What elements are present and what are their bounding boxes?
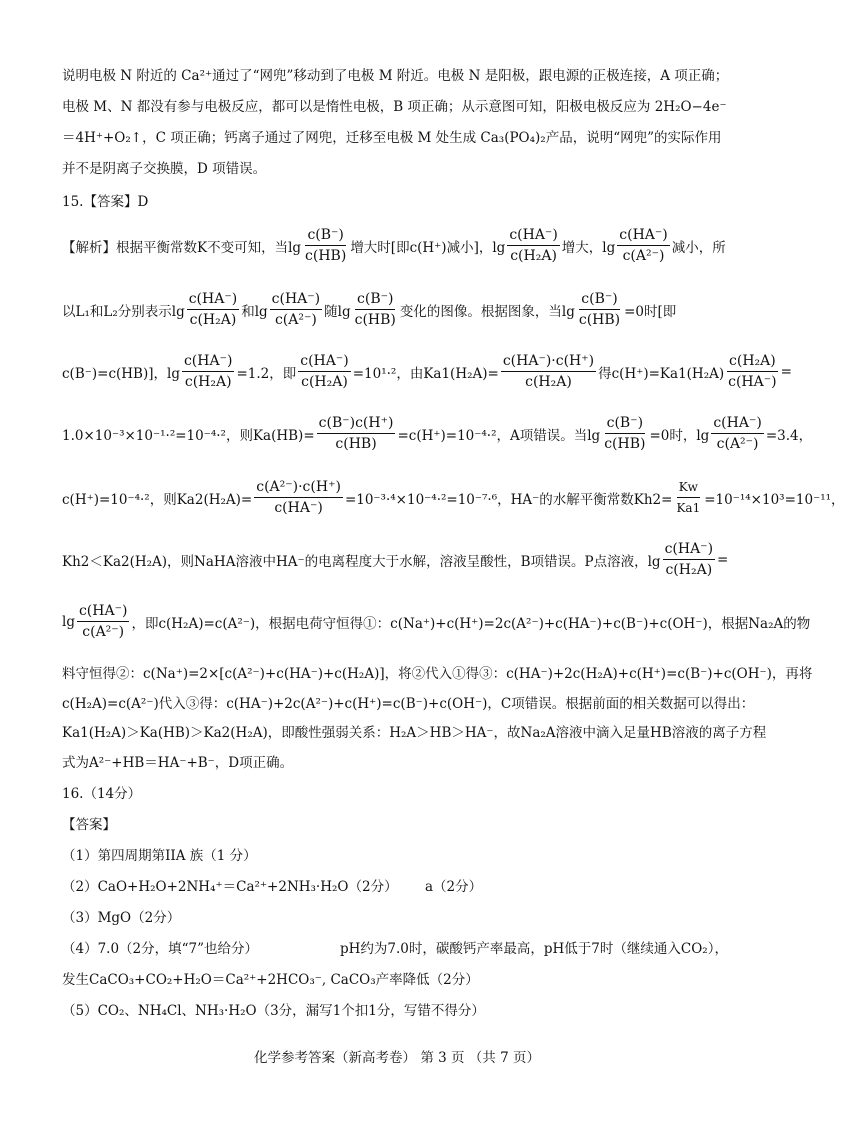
fraction: $\frac{c(B^-)c(H^+)}{c(HB)}$: [318, 415, 394, 452]
fraction: $\frac{\text{c(A²⁻)·c(H⁺)}}{c(HA^-)}$: [256, 479, 341, 516]
fraction: $\frac{c(HA^-)}{\text{c(H₂A)}}$: [300, 353, 349, 390]
q16-item-5: （5）CO₂、NH₄Cl、NH₃·H₂O（3分，漏写1个扣1分，写错不得分）: [62, 1003, 485, 1019]
q14-text-line-4: 并不是阴离子交换膜，D 项错误。: [62, 161, 267, 177]
q15-line-7: lg $\frac{c(HA^-)}{\text{c(A²⁻)}}$ ，即c(H₂A)=c(A²⁻)，根据电荷守恒得①：c(Na⁺)+c(H⁺)=2c(A²⁻)+c(HA⁻)+c(B⁻)+c(OH⁻)，根据Na₂A的物: [62, 603, 811, 640]
fraction: $\frac{c(B^-)}{c(HB)}$: [305, 227, 347, 264]
q16-title: 16.（14分）: [62, 786, 142, 802]
q15-line-4: 1.0×10⁻³×10⁻¹·²=10⁻⁴·²，则Ka(HB)= $\frac{c(B^-)c(H^+)}{c(HB)}$ =c(H⁺)=10⁻⁴·²，A项错误。当lg $\frac{c(B^-)}{c(HB)}$ =0时，lg $\frac{c(HA^-)}{\text{c(A²⁻)}}$ =3.4，: [62, 415, 813, 452]
q15-answer: 15.【答案】D: [62, 194, 149, 210]
q16-answer-label: 【答案】: [62, 817, 116, 833]
q16-item-3: （3）MgO（2分）: [62, 910, 181, 926]
q15-line-1: 【解析】根据平衡常数K不变可知，当lg $\frac{c(B^-)}{c(HB)}$ 增大时[即c(H⁺)减小]，lg $\frac{c(HA^-)}{\text{c(H₂A)}}$ 增大，lg $\frac{c(HA^-)}{\text{c(A²⁻)}}$ 减小，所: [62, 227, 726, 264]
q16-item-2: （2）CaO+H₂O+2NH₄⁺＝Ca²⁺+2NH₃·H₂O（2分）: [62, 879, 398, 895]
fraction: $\frac{Kw}{Ka1}$: [676, 480, 701, 515]
q15-line-6: Kh2＜Ka2(H₂A)，则NaHA溶液中HA⁻的电离程度大于水解，溶液呈酸性，B项错误。P点溶液，lg $\frac{c(HA^-)}{\text{c(H₂A)}}$ =: [62, 541, 729, 578]
q15-line-5: c(H⁺)=10⁻⁴·²，则Ka2(H₂A)= $\frac{\text{c(A²⁻)·c(H⁺)}}{c(HA^-)}$ =10⁻³·⁴×10⁻⁴·²=10⁻⁷·⁶，HA⁻的水解平衡常数Kh2= $\frac{Kw}{Ka1}$ =10⁻¹⁴×10³=10⁻¹¹，: [62, 479, 845, 516]
fraction: $\frac{c(B^-)}{c(HB)}$: [604, 415, 646, 452]
q14-text-line-3: ＝4H⁺+O₂↑，C 项正确；钙离子通过了网兜，迁移至电极 M 处生成 Ca₃(PO₄)₂产品，说明“网兜”的实际作用: [62, 130, 722, 146]
q16-item-4-extra: pH约为7.0时，碳酸钙产率最高，pH低于7时（继续通入CO₂），: [340, 941, 728, 957]
q14-text-line-2: 电极 M、N 都没有参与电极反应，都可以是惰性电极，B 项正确；从示意图可知，阳极电极反应为 2H₂O−4e⁻: [62, 99, 727, 115]
q15-line-8: 料守恒得②：c(Na⁺)=2×[c(A²⁻)+c(HA⁻)+c(H₂A)]，将②代入①得③：c(HA⁻)+2c(H₂A)+c(H⁺)=c(B⁻)+c(OH⁻)，再将: [62, 666, 813, 682]
fraction: $\frac{c(HA^-)}{\text{c(H₂A)}}$: [188, 291, 238, 328]
fraction: $\frac{c(HA^-)}{\text{c(A²⁻)}}$: [713, 415, 762, 452]
q16-item-1: （1）第四周期第IIA 族（1 分）: [62, 848, 257, 864]
q14-text-line-1: 说明电极 N 附近的 Ca²⁺通过了“网兜”移动到了电极 M 附近。电极 N 是阳极，跟电源的正极连接，A 项正确；: [62, 68, 729, 84]
q15-line-10: Ka1(H₂A)＞Ka(HB)＞Ka2(H₂A)，即酸性强弱关系：H₂A＞HB＞HA⁻，故Na₂A溶液中滴入足量HB溶液的离子方程: [62, 725, 767, 741]
page-footer: 化学参考答案（新高考卷） 第 3 页 （共 7 页）: [254, 1050, 540, 1066]
fraction: $\frac{c(HA^-)}{\text{c(A²⁻)}}$: [619, 227, 668, 264]
fraction: $\frac{c(HA^-)\cdot c(H^+)}{\text{c(H₂A)}}$: [502, 353, 595, 390]
q15-line-3: c(B⁻)=c(HB)]，lg $\frac{c(HA^-)}{\text{c(H₂A)}}$ =1.2，即 $\frac{c(HA^-)}{\text{c(H₂A)}}$ =10¹·²，由Ka1(H₂A)= $\frac{c(HA^-)\cdot c(H^+)}{\text{c(H₂A)}}$ 得c(H⁺)=Ka1(H₂A) $\frac{\text{c(H₂A)}}{c(HA^-)}$ =: [62, 353, 792, 390]
fraction: $\frac{c(HA^-)}{\text{c(H₂A)}}$: [509, 227, 558, 264]
fraction: $\frac{\text{c(H₂A)}}{c(HA^-)}$: [728, 353, 777, 390]
fraction: $\frac{c(B^-)}{c(HB)}$: [578, 291, 621, 328]
fraction: $\frac{c(HA^-)}{\text{c(A²⁻)}}$: [78, 603, 128, 640]
q15-line-9: c(H₂A)=c(A²⁻)代入③得：c(HA⁻)+2c(A²⁻)+c(H⁺)=c(B⁻)+c(OH⁻)，C项错误。根据前面的相关数据可以得出：: [62, 696, 755, 712]
fraction: $\frac{c(HA^-)}{\text{c(H₂A)}}$: [183, 353, 233, 390]
fraction: $\frac{c(B^-)}{c(HB)}$: [354, 291, 396, 328]
q16-item-2-extra: a（2分）: [425, 879, 483, 895]
q15-line-11: 式为A²⁻+HB＝HA⁻+B⁻，D项正确。: [62, 755, 294, 771]
fraction: $\frac{c(HA^-)}{\text{c(H₂A)}}$: [664, 541, 714, 578]
q16-item-4-cont: 发生CaCO₃+CO₂+H₂O＝Ca²⁺+2HCO₃⁻, CaCO₃产率降低（2分）: [62, 972, 479, 988]
fraction: $\frac{c(HA^-)}{\text{c(A²⁻)}}$: [271, 291, 321, 328]
q15-line-2: 以L₁和L₂分别表示lg $\frac{c(HA^-)}{\text{c(H₂A)}}$ 和lg $\frac{c(HA^-)}{\text{c(A²⁻)}}$ 随lg $\frac{c(B^-)}{c(HB)}$ 变化的图像。根据图象，当lg $\frac{c(B^-)}{c(HB)}$ =0时[即: [62, 291, 677, 328]
q16-item-4: （4）7.0（2分，填“7”也给分）: [62, 941, 259, 957]
